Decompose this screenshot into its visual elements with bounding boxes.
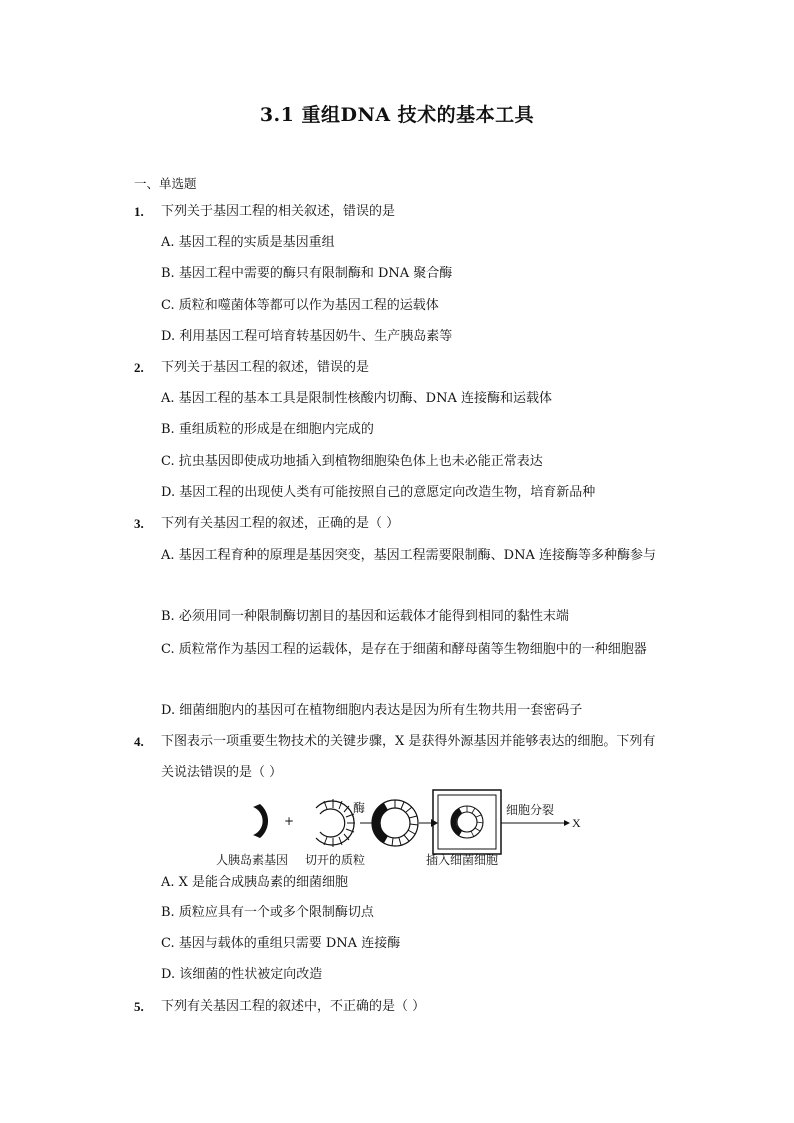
question-number: 2. xyxy=(134,360,144,375)
question-stem: 下列关于基因工程的相关叙述，错误的是 xyxy=(161,204,396,219)
bacteria-caption: 插入细菌细胞 xyxy=(426,853,499,867)
option-b: B. 重组质粒的形成是在细胞内完成的 xyxy=(161,422,374,437)
question-number: 1. xyxy=(134,204,144,219)
question-number: 4. xyxy=(134,734,144,749)
question-stem: 下列关于基因工程的叙述，错误的是 xyxy=(161,360,370,375)
recombinant-plasmid-shape xyxy=(372,800,418,846)
genetic-engineering-figure xyxy=(212,786,592,870)
plasmid-caption: 切开的质粒 xyxy=(305,853,366,867)
page-title: 3.1 重组DNA 技术的基本工具 xyxy=(259,104,535,126)
division-arrow-head xyxy=(564,820,570,826)
option-a: A. 基因工程育种的原理是基因突变，基因工程需要限制酶、DNA 连接酶等多种酶参与 xyxy=(161,548,656,563)
option-b: B. 质粒应具有一个或多个限制酶切点 xyxy=(161,905,374,920)
option-c: C. 基因与载体的重组只需要 DNA 连接酶 xyxy=(161,936,401,951)
option-d: D. 该细菌的性状被定向改造 xyxy=(161,967,323,982)
option-a: A. 基因工程的实质是基因重组 xyxy=(161,235,335,250)
question-stem: 下列有关基因工程的叙述中，不正确的是（ ） xyxy=(161,999,426,1014)
option-c: C. 质粒和噬菌体等都可以作为基因工程的运载体 xyxy=(161,298,439,313)
option-b: B. 必须用同一种限制酶切割目的基因和运载体才能得到相同的黏性末端 xyxy=(161,609,569,624)
option-c: C. 质粒常作为基因工程的运载体，是存在于细菌和酵母菌等生物细胞中的一种细胞器 xyxy=(161,642,647,657)
question-3 xyxy=(134,514,400,535)
insulin-gene-shape xyxy=(253,804,268,838)
question-number: 3. xyxy=(134,516,144,531)
option-d: D. 细菌细胞内的基因可在植物细胞内表达是因为所有生物共用一套密码子 xyxy=(161,703,583,718)
option-d: D. 基因工程的出现使人类有可能按照自己的意愿定向改造生物，培育新品种 xyxy=(161,485,596,500)
gene-caption: 人胰岛素基因 xyxy=(216,853,289,867)
enzyme-label: 酶 xyxy=(353,801,366,815)
option-b: B. 基因工程中需要的酶只有限制酶和 DNA 聚合酶 xyxy=(161,266,453,281)
question-stem: 下图表示一项重要生物技术的关键步骤，X 是获得外源基因并能够表达的细胞。下列有关说法错误的是（ ） xyxy=(161,734,656,780)
bacterial-cell-shape xyxy=(433,790,501,854)
insert-arrow-head xyxy=(431,819,438,827)
question-1 xyxy=(134,202,396,223)
question-2 xyxy=(134,358,370,379)
option-a: A. X 是能合成胰岛素的细菌细胞 xyxy=(161,875,349,890)
cut-plasmid-shape xyxy=(316,799,355,847)
section-heading: 一、单选题 xyxy=(134,176,197,191)
option-a: A. 基因工程的基本工具是限制性核酸内切酶、DNA 连接酶和运载体 xyxy=(161,391,552,406)
option-d: D. 利用基因工程可培育转基因奶牛、生产胰岛素等 xyxy=(161,329,453,344)
x-label: X xyxy=(572,816,581,830)
question-stem: 下列有关基因工程的叙述，正确的是（ ） xyxy=(161,516,400,531)
question-4 xyxy=(134,732,656,780)
question-5 xyxy=(134,997,426,1018)
plus-sign: + xyxy=(284,814,295,828)
option-c: C. 抗虫基因即使成功地插入到植物细胞染色体上也未必能正常表达 xyxy=(161,454,543,469)
question-number: 5. xyxy=(134,999,144,1014)
division-label: 细胞分裂 xyxy=(506,803,555,817)
